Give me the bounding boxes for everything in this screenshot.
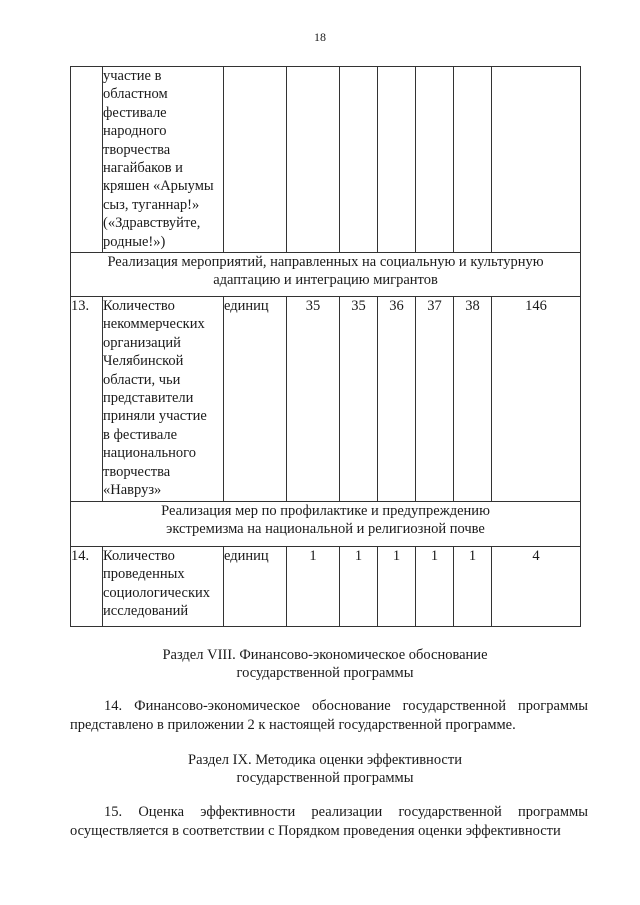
value-cell: 1 [454,547,492,627]
section-heading-line: адаптацию и интеграцию мигрантов [213,272,438,288]
value-cell: 35 [287,297,340,502]
total-cell: 146 [492,297,581,502]
section-heading-cell [71,253,581,297]
value-cell [454,67,492,253]
total-cell: 4 [492,547,581,627]
indicator-name-cell: Количество проведенных социологических исследований [103,547,224,627]
unit-cell: единиц [224,547,287,627]
value-cell: 1 [378,547,416,627]
page-number: 18 [314,30,326,44]
section-row [71,502,581,547]
row-number-cell: 14. [71,547,103,627]
indicators-table [70,66,581,627]
total-cell [492,67,581,253]
indicator-name-cell: участие в областном фестивале народного творчества нагайбаков и кряшен «Арыумы сыз, туганнар!» («Здравствуйте, родные!») [103,67,224,253]
value-cell [340,67,378,253]
value-cell: 37 [416,297,454,502]
table-row [71,297,581,502]
value-cell: 1 [416,547,454,627]
value-cell: 36 [378,297,416,502]
section-viii-heading: Раздел VIII. Финансово-экономическое обоснование государственной программы [162,647,488,682]
value-cell [287,67,340,253]
table-row [71,547,581,627]
unit-cell [224,67,287,253]
value-cell [378,67,416,253]
row-number-cell: 13. [71,297,103,502]
value-cell: 1 [340,547,378,627]
section-ix-heading: Раздел IX. Методика оценки эффективности государственной программы [188,752,462,787]
row-number-cell [71,67,103,253]
paragraph-15: 15. Оценка эффективности реализации государственной программы осуществляется в соответствии с Порядком проведения оценки эффективности [70,804,588,839]
unit-cell: единиц [224,297,287,502]
section-heading-line: Реализация мер по профилактике и предупреждению [161,503,490,519]
section-heading-line: экстремизма на национальной и религиозной почве [166,521,485,537]
indicator-name-cell: Количество некоммерческих организаций Челябинской области, чьи представители приняли участие в фестивале национального творчества «Навруз» [103,297,224,502]
value-cell [416,67,454,253]
section-heading-line: Реализация мероприятий, направленных на социальную и культурную [107,254,544,270]
paragraph-14: 14. Финансово-экономическое обоснование государственной программы представлено в приложении 2 к настоящей государственной программе. [70,698,588,733]
section-row [71,253,581,297]
section-heading-cell [71,502,581,547]
value-cell: 35 [340,297,378,502]
value-cell: 1 [287,547,340,627]
table-row [71,67,581,253]
value-cell: 38 [454,297,492,502]
